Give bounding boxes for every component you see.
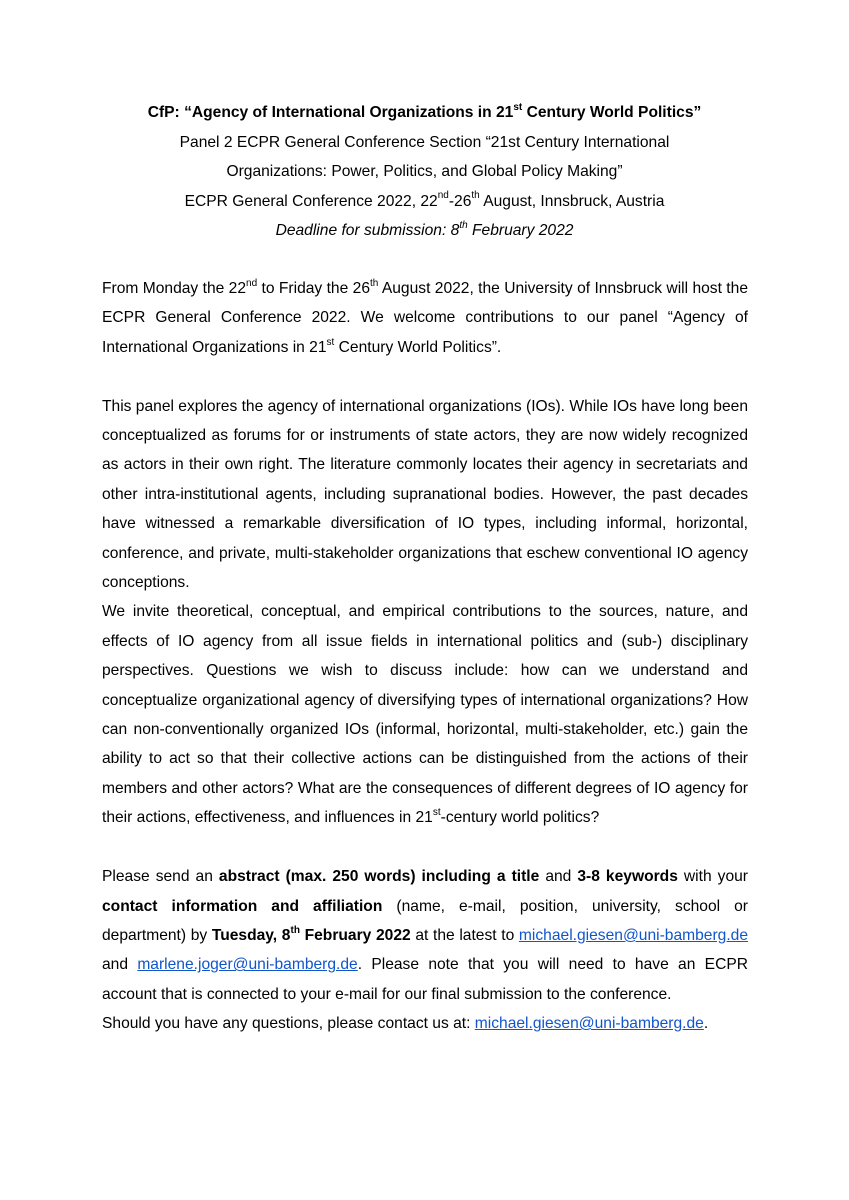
panel-line-1: Panel 2 ECPR General Conference Section “21st Century International	[179, 133, 670, 151]
intro-paragraph: From Monday the 22nd to Friday the 26th August 2022, the University of Innsbruck will host the ECPR General Conference 2022. We welcome contributions to our panel “Agency of International Organizations in 21st Century World Politics”.	[102, 277, 748, 356]
paragraph-gap	[102, 833, 748, 862]
document-title: CfP: “Agency of International Organizations in 21st Century World Politics”	[147, 101, 702, 121]
email-link-joger[interactable]: marlene.joger@uni-bamberg.de	[137, 956, 358, 974]
panel-line-2: Organizations: Power, Politics, and Global Policy Making”	[226, 163, 623, 180]
submission-paragraph: Please send an abstract (max. 250 words) including a title and 3-8 keywords with your contact information and affiliation (name, e-mail, position, university, school or department) by Tuesday, 8th February 2022 at the latest to michael.giesen@uni-bamberg.de and marlene.joger@uni-bamberg.de. Please note that you will need to have an ECPR account that is connected to your e-mail for our final submission to the conference.	[102, 868, 749, 1003]
deadline-date: Tuesday, 8th February 2022	[211, 924, 411, 944]
panel-description-paragraph: This panel explores the agency of international organizations (IOs). While IOs have long been conceptualized as forums for or instruments of state actors, they are now widely recognized as actors in their own right. The literature commonly locates their agency in secretariats and other intra-institutional agents, including supranational bodies. However, the past decades have witnessed a remarkable diversification of IO types, including informal, horizontal, conference, and private, multi-stakeholder organizations that eschew conventional IO agency conceptions.	[102, 397, 748, 592]
document-header	[60, 98, 789, 246]
document-body	[102, 274, 748, 1039]
email-link-giesen[interactable]: michael.giesen@uni-bamberg.de	[518, 926, 748, 944]
questions-paragraph: Should you have any questions, please contact us at: michael.giesen@uni-bamberg.de.	[102, 1015, 709, 1033]
invitation-paragraph: We invite theoretical, conceptual, and empirical contributions to the sources, nature, and effects of IO agency from all issue fields in international politics and (sub-) disciplinary perspectives. Questions we wish to discuss include: how can we understand and conceptualize organizational agency of diversifying types of international organizations? How can non-conventionally organized IOs (informal, horizontal, multi-stakeholder, etc.) gain the ability to act so that their collective actions can be distinguished from the actions of their members and other actors? What are the consequences of different degrees of IO agency for their actions, effectiveness, and influences in 21st-century world politics?	[102, 603, 748, 827]
deadline-line: Deadline for submission: 8th February 2022	[275, 219, 574, 239]
email-link-contact[interactable]: michael.giesen@uni-bamberg.de	[474, 1015, 704, 1033]
conference-line: ECPR General Conference 2022, 22nd-26th August, Innsbruck, Austria	[184, 190, 665, 210]
paragraph-gap	[102, 362, 748, 391]
